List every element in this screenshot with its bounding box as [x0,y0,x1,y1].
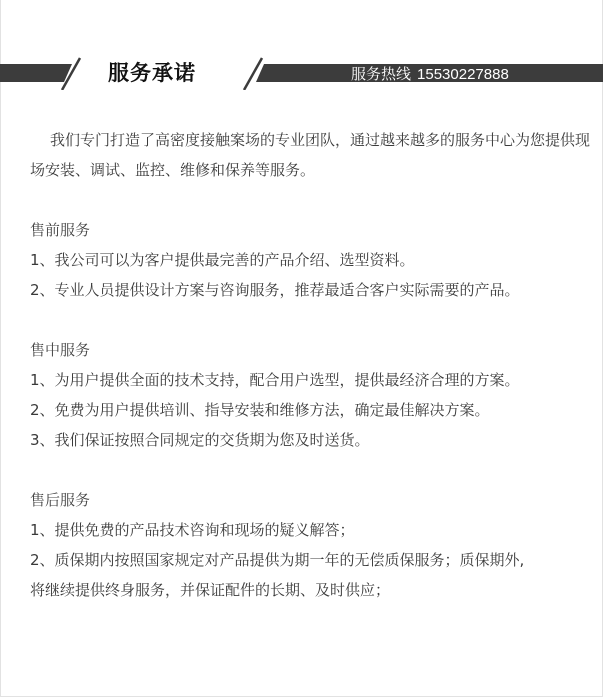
hotline-label: 服务热线 [351,66,412,83]
content-body [30,125,600,605]
list-item: 1、为用户提供全面的技术支持，配合用户选型，提供最经济合理的方案。 [30,371,520,389]
section-title: 售中服务 [30,341,91,359]
list-item: 3、我们保证按照合同规定的交货期为您及时送货。 [30,431,370,449]
banner-left-bar [0,64,72,82]
list-item: 2、免费为用户提供培训、指导安装和维修方法，确定最佳解决方案。 [30,401,490,419]
section-in-sale [30,335,600,455]
list-item: 2、质保期内按照国家规定对产品提供为期一年的无偿质保服务；质保期外, [30,551,525,569]
intro-paragraph: 我们专门打造了高密度接触案场的专业团队，通过越来越多的服务中心为您提供现场安装、调试、监控、维修和保养等服务。 [30,131,591,179]
hotline-number: 15530227888 [417,66,509,83]
page-title: 服务承诺 [108,61,196,85]
section-pre-sale [30,215,600,305]
section-title: 售后服务 [30,491,91,509]
banner-right-slash [244,58,262,90]
banner-background [0,56,603,90]
list-item: 将继续提供终身服务，并保证配件的长期、及时供应； [30,581,391,599]
section-title: 售前服务 [30,221,91,239]
list-item: 1、提供免费的产品技术咨询和现场的疑义解答； [30,521,355,539]
header-banner [0,56,603,90]
list-item: 1、我公司可以为客户提供最完善的产品介绍、选型资料。 [30,251,415,269]
hotline [351,64,509,85]
section-after-sale [30,485,600,605]
list-item: 2、专业人员提供设计方案与咨询服务，推荐最适合客户实际需要的产品。 [30,281,520,299]
